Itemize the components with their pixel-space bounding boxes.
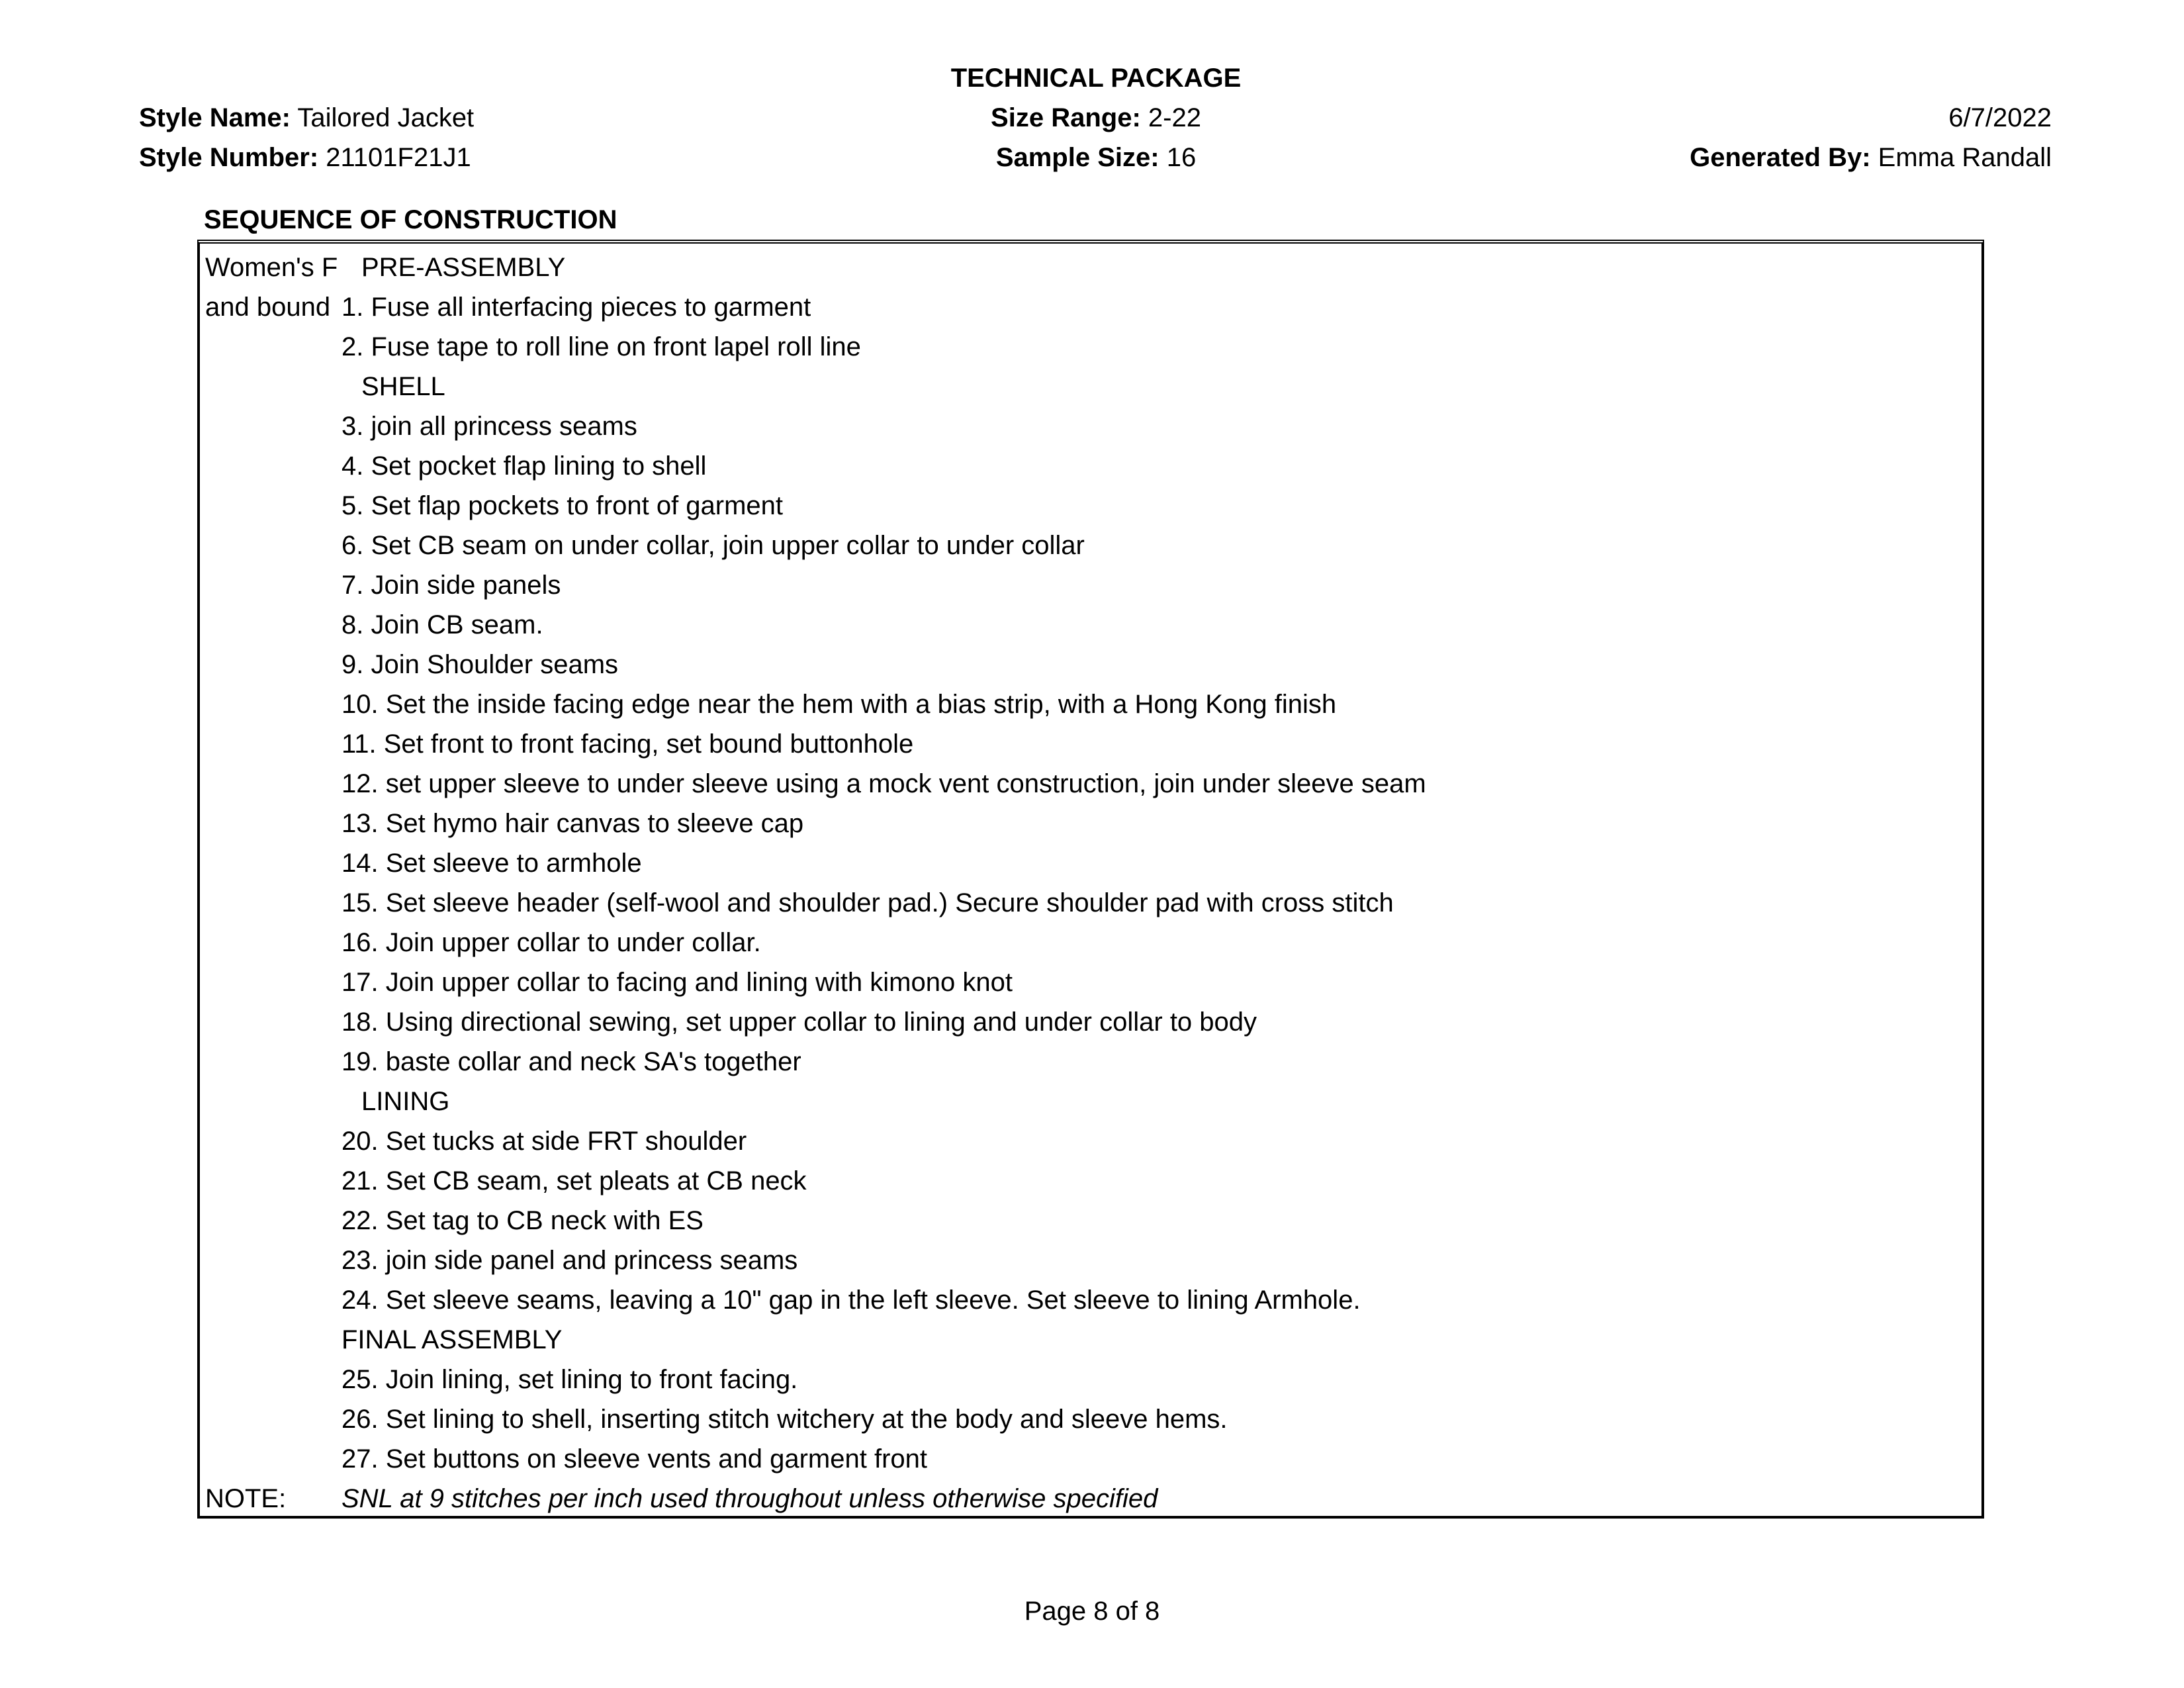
step-27: 27. Set buttons on sleeve vents and garment front — [341, 1444, 927, 1474]
step-7: 7. Join side panels — [341, 571, 561, 600]
document-title: TECHNICAL PACKAGE — [950, 64, 1242, 93]
step-16: 16. Join upper collar to under collar. — [341, 928, 761, 957]
step-19: 19. baste collar and neck SA's together — [341, 1047, 801, 1076]
style-number-value: 21101F21J1 — [318, 143, 471, 172]
phase-pre-assembly: PRE-ASSEMBLY — [361, 253, 566, 282]
size-range-value: 2-22 — [1140, 103, 1201, 132]
sample-size-label: Sample Size: — [995, 143, 1160, 172]
step-4: 4. Set pocket flap lining to shell — [341, 451, 707, 481]
step-9: 9. Join Shoulder seams — [341, 650, 619, 679]
step-22: 22. Set tag to CB neck with ES — [341, 1206, 704, 1235]
step-1: 1. Fuse all interfacing pieces to garment — [341, 293, 811, 322]
step-25: 25. Join lining, set lining to front facing. — [341, 1365, 798, 1394]
generated-by-value: Emma Randall — [1870, 143, 2052, 172]
size-range-label: Size Range: — [991, 103, 1141, 132]
style-name-label: Style Name: — [139, 103, 291, 132]
description-line-1: Women's F — [205, 253, 338, 282]
step-20: 20. Set tucks at side FRT shoulder — [341, 1127, 747, 1156]
phase-final-assembly: FINAL ASSEMBLY — [341, 1325, 563, 1354]
style-name-value: Tailored Jacket — [290, 103, 475, 132]
step-26: 26. Set lining to shell, inserting stitch witchery at the body and sleeve hems. — [341, 1405, 1228, 1434]
generated-by-label: Generated By: — [1690, 143, 1871, 172]
document-date: 6/7/2022 — [1948, 103, 2052, 132]
sample-size-field — [699, 142, 1493, 173]
section-title: SEQUENCE OF CONSTRUCTION — [204, 205, 617, 234]
phase-lining: LINING — [361, 1087, 450, 1116]
size-range-field — [699, 102, 1493, 134]
step-11: 11. Set front to front facing, set bound buttonhole — [341, 729, 914, 759]
step-21: 21. Set CB seam, set pleats at CB neck — [341, 1166, 807, 1196]
step-17: 17. Join upper collar to facing and lining with kimono knot — [341, 968, 1013, 997]
step-2: 2. Fuse tape to roll line on front lapel roll line — [341, 332, 861, 361]
phase-shell: SHELL — [361, 372, 445, 401]
note-label: NOTE: — [205, 1484, 287, 1513]
step-6: 6. Set CB seam on under collar, join upper collar to under collar — [341, 531, 1085, 560]
step-24: 24. Set sleeve seams, leaving a 10" gap in the left sleeve. Set sleeve to lining Armhole. — [341, 1286, 1361, 1315]
note-text: SNL at 9 stitches per inch used throughout unless otherwise specified — [341, 1484, 1158, 1513]
step-10: 10. Set the inside facing edge near the hem with a bias strip, with a Hong Kong finish — [341, 690, 1337, 719]
step-18: 18. Using directional sewing, set upper collar to lining and under collar to body — [341, 1008, 1257, 1037]
step-3: 3. join all princess seams — [341, 412, 637, 441]
step-15: 15. Set sleeve header (self-wool and shoulder pad.) Secure shoulder pad with cross stitch — [341, 888, 1394, 917]
style-number-field — [139, 142, 471, 173]
sample-size-value: 16 — [1159, 143, 1197, 172]
step-5: 5. Set flap pockets to front of garment — [341, 491, 784, 520]
style-name-field — [139, 102, 474, 134]
description-line-2: and bound — [205, 293, 331, 322]
step-23: 23. join side panel and princess seams — [341, 1246, 798, 1275]
step-8: 8. Join CB seam. — [341, 610, 543, 639]
step-13: 13. Set hymo hair canvas to sleeve cap — [341, 809, 804, 838]
page-number: Page 8 of 8 — [1024, 1597, 1160, 1626]
sequence-table — [197, 240, 1984, 1519]
generated-by-field — [1690, 142, 2052, 173]
style-number-label: Style Number: — [139, 143, 319, 172]
step-12: 12. set upper sleeve to under sleeve using a mock vent construction, join under sleeve seam — [341, 769, 1426, 798]
step-14: 14. Set sleeve to armhole — [341, 849, 642, 878]
